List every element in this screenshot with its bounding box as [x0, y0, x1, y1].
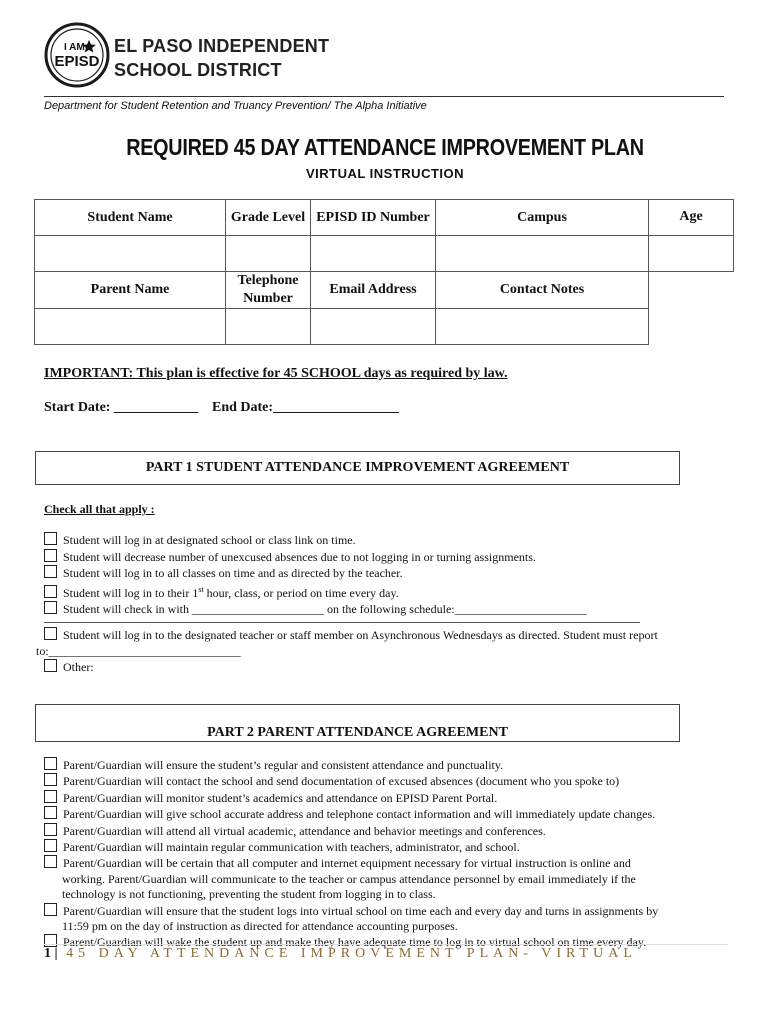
episd-id-header: EPISD ID Number	[311, 200, 436, 236]
checkbox[interactable]	[44, 839, 57, 852]
svg-text:EPISD: EPISD	[54, 53, 100, 70]
department-line: Department for Student Retention and Truancy Prevention/ The Alpha Initiative	[44, 100, 427, 112]
list-item: Parent/Guardian will ensure the student’s regular and consistent attendance and punctuality.	[44, 757, 734, 773]
list-item: Student will log in at designated school or class link on time.	[44, 532, 704, 549]
page-subtitle: VIRTUAL INSTRUCTION	[305, 166, 465, 181]
list-item: Parent/Guardian will contact the school and send documentation of excused absences (document who you spoke to)	[44, 773, 734, 789]
list-item: Student will log in to the designated teacher or staff member on Asynchronous Wednesdays as directed. Student must report	[36, 627, 726, 644]
footer-text: 45 DAY ATTENDANCE IMPROVEMENT PLAN- VIRTUAL	[66, 946, 637, 961]
email-header: Email Address	[311, 272, 436, 309]
parent-name-field[interactable]	[35, 309, 226, 345]
campus-field[interactable]	[436, 236, 649, 272]
list-item: Parent/Guardian will give school accurate address and telephone contact information and will immediately update changes.	[44, 806, 734, 822]
list-item: Student will log in to their 1st hour, class, or period on time every day.	[44, 582, 704, 602]
checkbox[interactable]	[44, 855, 57, 868]
grade-level-field[interactable]	[226, 236, 311, 272]
header-divider	[44, 96, 724, 97]
list-item: Parent/Guardian will monitor student’s academics and attendance on EPISD Parent Portal.	[44, 790, 734, 806]
list-item: Parent/Guardian will wake the student up and make they have adequate time to log in to virtual school on time every day.	[44, 934, 734, 950]
checkbox[interactable]	[44, 757, 57, 770]
district-name-line2: SCHOOL DISTRICT	[114, 60, 282, 80]
checkbox[interactable]	[44, 627, 57, 640]
list-item: Parent/Guardian will maintain regular communication with teachers, administrator, and school.	[44, 839, 734, 855]
age-field[interactable]	[649, 236, 734, 272]
page-number: 1 |	[44, 946, 58, 961]
checkbox[interactable]	[44, 659, 57, 672]
email-field[interactable]	[311, 309, 436, 345]
part1-checklist-extra	[36, 627, 726, 676]
list-item: Student will decrease number of unexcused absences due to not logging in or turning assignments.	[44, 549, 704, 566]
checkbox[interactable]	[44, 565, 57, 578]
part1-heading: PART 1 STUDENT ATTENDANCE IMPROVEMENT AGREEMENT	[35, 451, 680, 485]
list-item-continued: 11:59 pm on the day of instruction as directed for attendance accounting purposes.	[62, 919, 458, 934]
checkbox[interactable]	[44, 532, 57, 545]
svg-text:I AM: I AM	[64, 42, 85, 53]
checkbox[interactable]	[44, 773, 57, 786]
footer-divider	[44, 944, 728, 945]
checkbox[interactable]	[44, 806, 57, 819]
student-info-table	[34, 199, 734, 345]
student-name-field[interactable]	[35, 236, 226, 272]
part2-heading: PART 2 PARENT ATTENDANCE AGREEMENT	[35, 704, 680, 742]
student-name-header: Student Name	[35, 200, 226, 236]
campus-header: Campus	[436, 200, 649, 236]
checkbox[interactable]	[44, 903, 57, 916]
contact-notes-field[interactable]	[436, 309, 649, 345]
date-line	[44, 400, 399, 416]
parent-name-header: Parent Name	[35, 272, 226, 309]
divider-line	[44, 622, 640, 623]
end-date-field[interactable]: End Date:__________________	[211, 400, 400, 415]
list-item: Parent/Guardian will attend all virtual academic, attendance and behavior meetings and conferences.	[44, 823, 734, 839]
blank-cell	[649, 309, 734, 345]
part1-checklist	[44, 532, 704, 618]
telephone-header: Telephone Number	[226, 272, 311, 309]
episd-id-field[interactable]	[311, 236, 436, 272]
part2-checklist	[44, 757, 734, 951]
grade-level-header: Grade Level	[226, 200, 311, 236]
checkbox[interactable]	[44, 790, 57, 803]
list-item: Student will log in to all classes on time and as directed by the teacher.	[44, 565, 704, 582]
list-item: Other:	[36, 659, 726, 676]
page-footer	[44, 946, 637, 962]
episd-logo	[44, 22, 110, 88]
checkbox[interactable]	[44, 549, 57, 562]
list-item: Parent/Guardian will be certain that all computer and internet equipment necessary for virtual instruction is online and	[44, 855, 734, 871]
checkbox[interactable]	[44, 823, 57, 836]
district-name-line1: EL PASO INDEPENDENT	[114, 36, 330, 56]
report-to-line: to:________________________________	[36, 643, 241, 658]
telephone-field[interactable]	[226, 309, 311, 345]
blank-cell	[649, 272, 734, 309]
start-date-field[interactable]: Start Date: ____________	[44, 400, 198, 415]
important-notice: IMPORTANT: This plan is effective for 45 SCHOOL days as required by law.	[44, 366, 508, 381]
list-item-continued: technology is not functioning, preventing the student from logging in to class.	[62, 887, 436, 902]
checkbox[interactable]	[44, 601, 57, 614]
age-header: Age	[649, 200, 734, 236]
page-title: REQUIRED 45 DAY ATTENDANCE IMPROVEMENT PLAN	[126, 134, 644, 160]
list-item: Parent/Guardian will ensure that the student logs into virtual school on time each and every day and turns in assignments by	[44, 903, 734, 919]
check-all-label: Check all that apply :	[44, 502, 155, 516]
contact-notes-header: Contact Notes	[436, 272, 649, 309]
list-item: Student will check in with ______________________ on the following schedule:______________________	[44, 601, 704, 618]
list-item-continued: working. Parent/Guardian will communicate to the teacher or campus attendance personnel by email immediately if the	[62, 871, 636, 886]
checkbox[interactable]	[44, 585, 57, 598]
